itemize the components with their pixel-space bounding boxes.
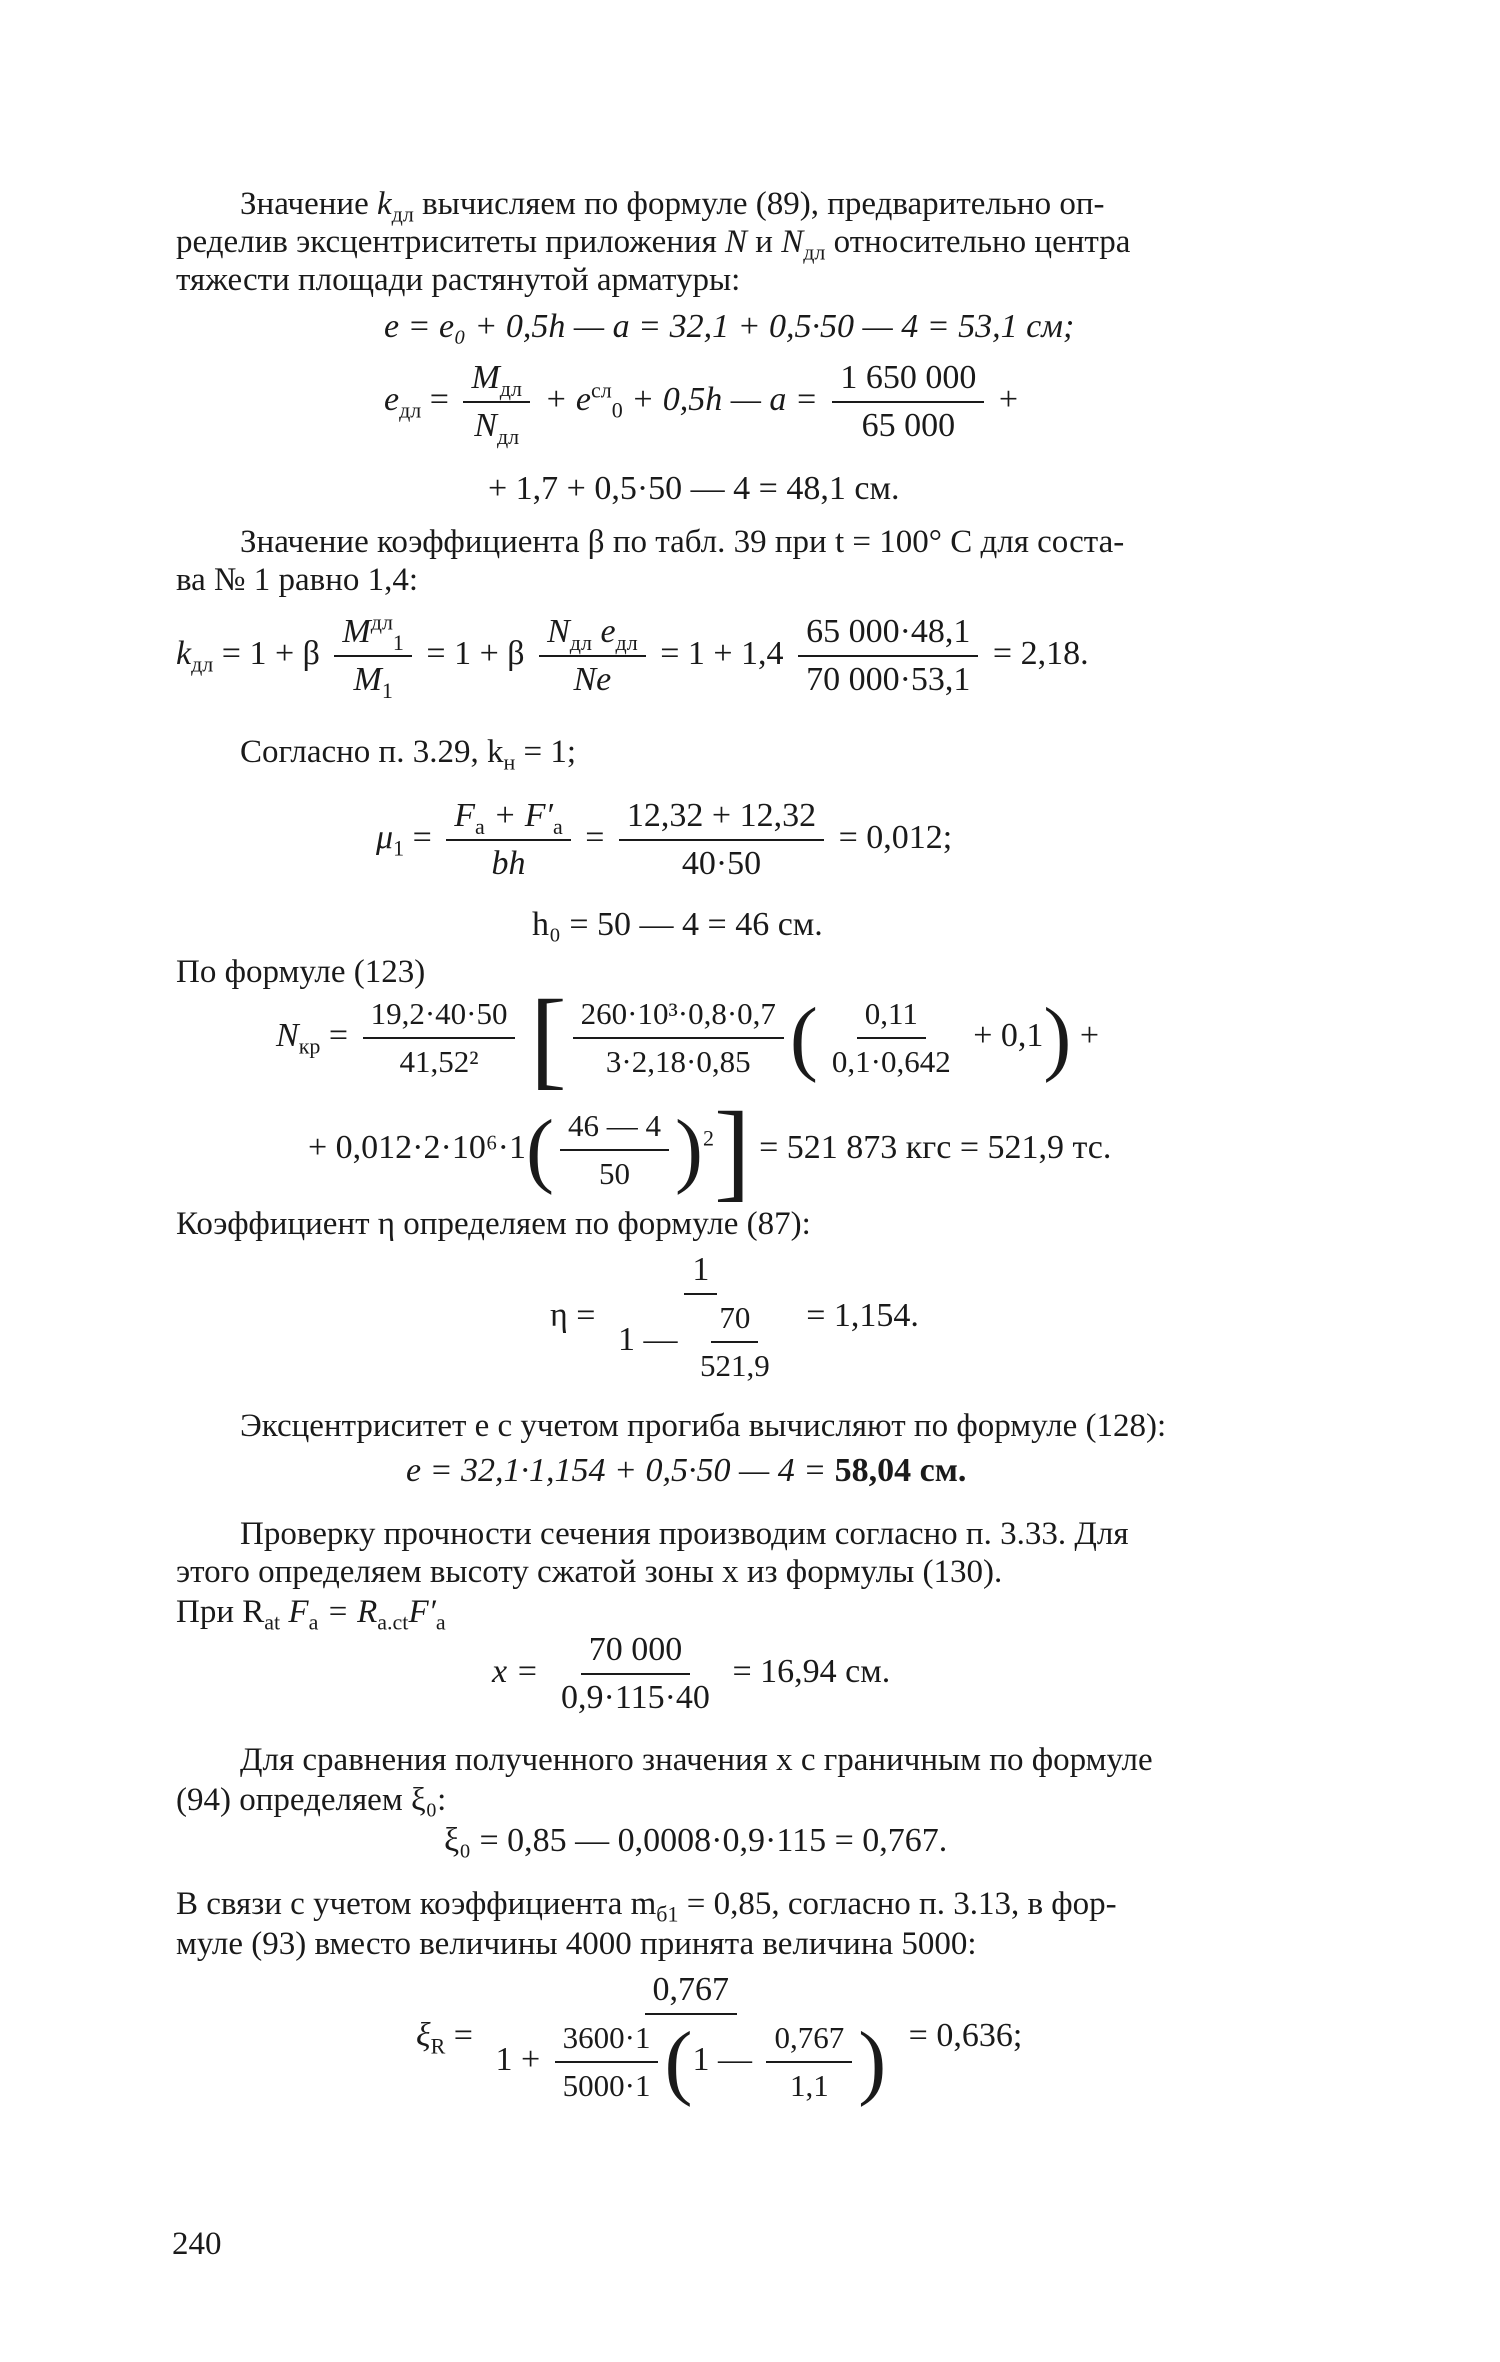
equation-eta: η = 1 1 — $\frac{70}{521,9}$ = 1,154. xyxy=(550,1251,919,1383)
equation-e2: e = 32,1·1,154 + 0,5·50 — 4 = 58,04 см. xyxy=(406,1452,967,1489)
page-number: 240 xyxy=(172,2226,222,2262)
kn-line: Согласно п. 3.29, $k_н = 1$; xyxy=(240,734,577,775)
para2-line1: Значение коэффициента β по табл. 39 при t = 100° С для соста- xyxy=(240,524,1125,560)
equation-h0: h₀ = 50 — 4 = 46 см. xyxy=(532,906,823,943)
para4-line2: (94) определяем ξ₀: xyxy=(176,1782,447,1818)
equation-xi0: ξ₀ = 0,85 — 0,0008·0,9·115 = 0,767. xyxy=(444,1822,948,1859)
equation-mu: $\mu_1$ = $\frac{F_a + F'_a}{bh}$ = $\frac{12,32 + 12,32}{40\cdot 50}$ = 0,012; xyxy=(376,797,953,882)
para3-line3: При $R_{at}$ $F_a = R_{a.ct}F'_a$ xyxy=(176,1594,446,1635)
para3-line1: Проверку прочности сечения производим согласно п. 3.33. Для xyxy=(240,1516,1129,1552)
eccentricity-line: Эксцентриситет e с учетом прогиба вычисляют по формуле (128): xyxy=(240,1408,1167,1444)
para2-line2: ва № 1 равно 1,4: xyxy=(176,562,419,598)
eta-line: Коэффициент η определяем по формуле (87): xyxy=(176,1206,811,1242)
equation-edl: $e_{дл}$ = $\frac{M_{дл}}{N_{дл}}$ + $e^{сл}_0 + 0,5h$ — a = $\frac{1 650 000}{65 000}$ + xyxy=(384,359,1019,449)
equation-e: e = e₀ + 0,5h — a = 32,1 + 0,5·50 — 4 = 53,1 см; xyxy=(384,308,1075,345)
equation-edl-line2: + 1,7 + 0,5·50 — 4 = 48,1 см. xyxy=(488,470,900,507)
para4-line1: Для сравнения полученного значения x с граничным по формуле xyxy=(240,1742,1153,1778)
formula-123-line: По формуле (123) xyxy=(176,954,426,990)
para1-line3: тяжести площади растянутой арматуры: xyxy=(176,262,741,298)
equation-kdl: $k_{дл} = 1 + \beta$ $\frac{M^{дл}_1}{M_1}$ = 1 + β $\frac{N_{дл} e_{дл}}{Ne}$ = 1 + 1,4 $\frac{65 000\cdot 48,1}{70 000\cdot 53,1}$ = 2,18. xyxy=(176,609,1089,703)
equation-x: x = $\frac{70 000}{0,9\cdot 115\cdot 40}$ = 16,94 см. xyxy=(492,1631,891,1716)
para3-line2: этого определяем высоту сжатой зоны x из формулы (130). xyxy=(176,1554,1003,1590)
para1-line2: ределив эксцентриситеты приложения N и $N_{дл}$ относительно центра xyxy=(176,224,1131,265)
para1-line1: Значение $k_{дл}$ вычисляем по формуле (89), предварительно оп- xyxy=(240,186,1105,227)
equation-xir: $\xi_R$ = 0,767 1 + $\frac{3600\cdot 1}{5000\cdot 1}$ (1 — $\frac{0,767}{1,1}$ ) = 0,636; xyxy=(416,1971,1023,2108)
equation-ncr: $N_{кр}$ = $\frac{19,2\cdot 40\cdot 50}{\text{41,52²}}$ [ $\frac{\text{260·10³·0,8·0,7}}{3\cdot 2,18\cdot 0,85}$ ( $\frac{0,11}{0,1\cdot 0,642}$ + 0,1) + xyxy=(276,977,1100,1099)
para5-line1: В связи с учетом коэффициента $m_{б1} = 0,85$, согласно п. 3.13, в фор- xyxy=(176,1886,1117,1927)
equation-ncr-line2: + 0,012·2·10⁶·1( $\frac{46 — 4}{50}$ )$^2$] = 521 873 кгс = 521,9 тс. xyxy=(308,1089,1112,1211)
para5-line2: муле (93) вместо величины 4000 принята величина 5000: xyxy=(176,1926,977,1962)
